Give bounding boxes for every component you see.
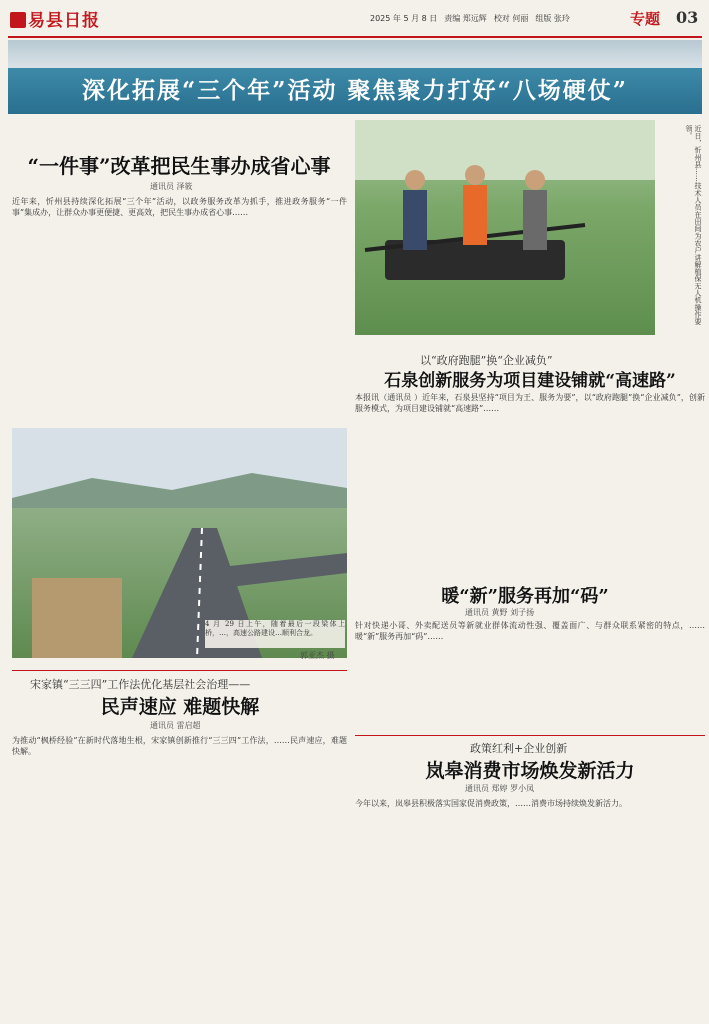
masthead-rule xyxy=(8,36,702,38)
article4-text: 为推动“枫桥经验”在新时代落地生根，宋家镇创新推行“三三四”工作法，……民声速应，难题快解。 xyxy=(12,736,347,756)
article2-text: 本报讯（通讯员 ）近年来，石泉县坚持“项目为王、服务为要”，以“政府跑腿”换“企业减负”，创新服务模式，为项目建设铺就“高速路”…… xyxy=(355,393,705,413)
article5-byline: 通讯员 郑婷 罗小凤 xyxy=(465,784,535,793)
article4-body xyxy=(12,735,347,1015)
article4-kicker: 宋家镇“三三四”工作法优化基层社会治理—— xyxy=(30,678,251,691)
article5-rule xyxy=(355,735,705,736)
proofreader-credit: 校对 何丽 xyxy=(493,14,529,23)
photo2-caption: 4 月 29 日上午，随着最后一段梁体上桥，…，高速公路建设…顺利合龙。 xyxy=(205,620,345,648)
article3-body xyxy=(355,620,705,725)
section-name: 专题 xyxy=(630,10,661,28)
article1-title: “一件事”改革把民生事办成省心事 xyxy=(27,154,331,178)
editor-credit: 责编 郑远辉 xyxy=(444,14,487,23)
article5-title: 岚皋消费市场焕发新活力 xyxy=(425,760,635,782)
article3-text: 针对快递小哥、外卖配送员等新就业群体流动性强、覆盖面广、与群众联系紧密的特点，……暖“新”服务再加“码”…… xyxy=(355,621,705,641)
article3-title: 暖“新”服务再加“码” xyxy=(441,586,609,607)
photo-farm-drone xyxy=(355,120,655,335)
paper-logo xyxy=(10,6,100,31)
article4-rule xyxy=(12,670,347,671)
article2-body xyxy=(355,392,705,567)
article4-title: 民声速应 难题快解 xyxy=(100,696,260,718)
page-number: 03 xyxy=(676,8,699,27)
photo2-credit: 郭亚杰 摄 xyxy=(300,651,335,660)
article5-kicker: 政策红利+企业创新 xyxy=(470,742,568,755)
article1-text: 近年来，忻州县持续深化拓展“三个年”活动，以政务服务改革为抓手，推进政务服务“一件事”集成办，让群众办事更便捷、更高效，把民生事办成省心事…… xyxy=(12,197,347,217)
banner-title: 深化拓展“三个年”活动 聚焦聚力打好“八场硬仗” xyxy=(82,77,628,104)
farm-drone-illustration xyxy=(355,120,655,335)
article5-body xyxy=(355,798,705,1016)
masthead xyxy=(0,0,709,38)
photo1-caption: 近日，忻州县……技术人员在田间为农户讲解植保无人机操作要领。 xyxy=(685,125,702,325)
article4-byline: 通讯员 雷启超 xyxy=(150,721,201,730)
paper-seal-icon xyxy=(10,12,26,28)
article3-byline: 通讯员 黄野 刘子扬 xyxy=(465,608,535,617)
article5-text: 今年以来，岚皋县积极落实国家促消费政策，……消费市场持续焕发新活力。 xyxy=(355,799,627,808)
article2-title: 石泉创新服务为项目建设铺就“高速路” xyxy=(384,371,676,391)
paper-name: 易县日报 xyxy=(28,11,100,31)
layout-credit: 组版 张玲 xyxy=(535,14,570,23)
article1-byline: 通讯员 泽筱 xyxy=(150,182,193,191)
article2-kicker: 以“政府跑腿”换“企业减负” xyxy=(420,354,553,367)
article1-body xyxy=(12,196,347,424)
banner-sky xyxy=(8,40,702,68)
dateline xyxy=(370,13,577,24)
issue-date: 2025 年 5 月 8 日 xyxy=(370,14,438,23)
